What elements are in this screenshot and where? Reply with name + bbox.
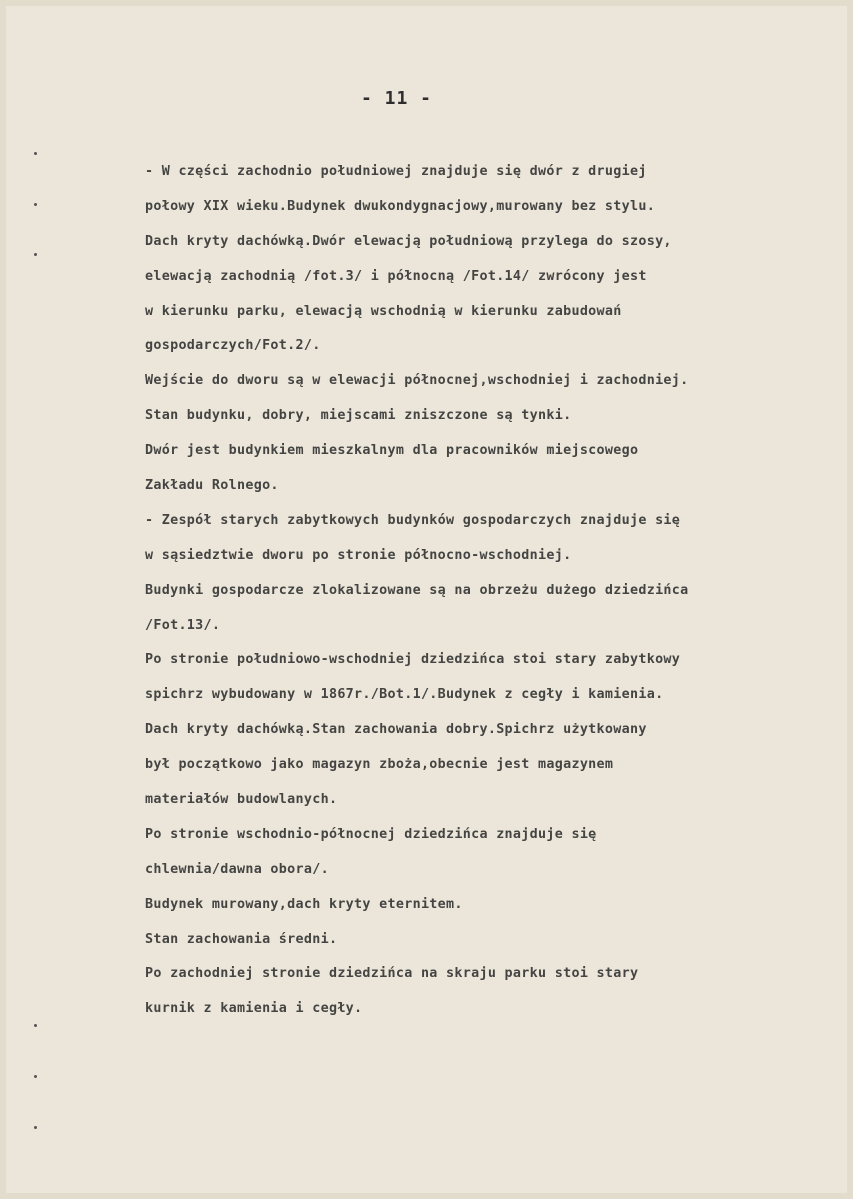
text-line: spichrz wybudowany w 1867r./Bot.1/.Budynek z cegły i kamienia. [145,687,664,703]
text-line: Dwór jest budynkiem mieszkalnym dla pracowników miejscowego [145,443,639,459]
page-number: - 11 - [360,88,433,109]
text-line: chlewnia/dawna obora/. [145,861,329,877]
text-line: Dach kryty dachówką.Dwór elewacją południową przylega do szosy, [145,233,672,249]
binder-hole-mark [34,152,37,155]
text-line: Stan zachowania średni. [145,931,338,947]
text-line: Wejście do dworu są w elewacji północnej,wschodniej i zachodniej. [145,373,689,389]
text-line: elewacją zachodnią /fot.3/ i północną /Fot.14/ zwrócony jest [145,268,647,284]
typewritten-body [145,155,835,1027]
text-line: Budynki gospodarcze zlokalizowane są na obrzeżu dużego dziedzińca [145,582,689,598]
text-line: gospodarczych/Fot.2/. [145,338,321,354]
text-line: Po zachodniej stronie dziedzińca na skraju parku stoi stary [145,966,639,982]
text-line: w kierunku parku, elewacją wschodnią w kierunku zabudowań [145,303,622,319]
text-line: /Fot.13/. [145,617,221,633]
binder-hole-mark [34,1126,37,1129]
text-line: - Zespół starych zabytkowych budynków gospodarczych znajduje się [145,512,681,528]
binder-hole-mark [34,1024,37,1027]
text-line: Zakładu Rolnego. [145,478,279,494]
binder-hole-mark [34,203,37,206]
text-line: Stan budynku, dobry, miejscami zniszczone są tynki. [145,408,572,424]
text-line: był początkowo jako magazyn zboża,obecnie jest magazynem [145,757,614,773]
binder-hole-mark [34,253,37,256]
text-line: Dach kryty dachówką.Stan zachowania dobry.Spichrz użytkowany [145,722,647,738]
binder-hole-mark [34,1075,37,1078]
text-line: materiałów budowlanych. [145,792,338,808]
text-line: połowy XIX wieku.Budynek dwukondygnacjowy,murowany bez stylu. [145,198,656,214]
text-line: w sąsiedztwie dworu po stronie północno-wschodniej. [145,547,572,563]
text-line: - W części zachodnio południowej znajduje się dwór z drugiej [145,164,647,179]
text-line: kurnik z kamienia i cegły. [145,1001,363,1017]
text-line: Po stronie południowo-wschodniej dziedzińca stoi stary zabytkowy [145,652,681,668]
text-line: Po stronie wschodnio-północnej dziedzińca znajduje się [145,826,597,842]
text-line: Budynek murowany,dach kryty eternitem. [145,896,463,912]
